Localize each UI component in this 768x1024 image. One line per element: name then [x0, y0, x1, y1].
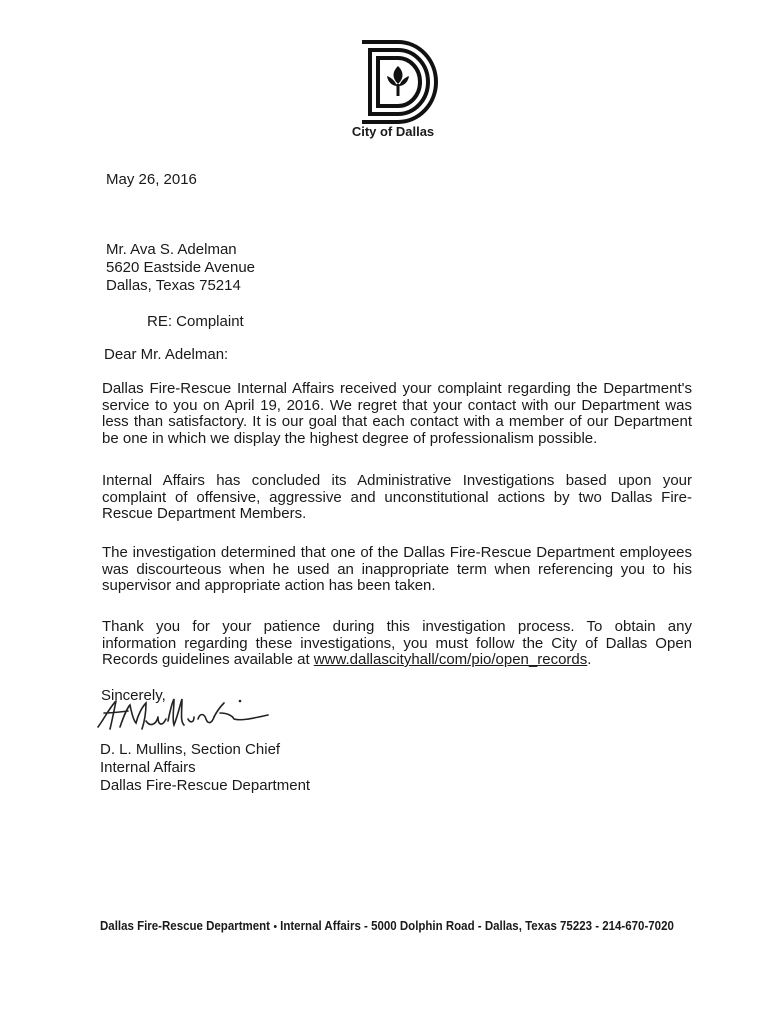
paragraph-line: less than satisfactory. It is our goal that each contact with a member of our Department — [102, 413, 692, 430]
footer-department: Dallas Fire-Rescue Department — [100, 919, 271, 933]
signer-unit: Internal Affairs — [100, 759, 196, 776]
handwritten-signature-icon — [90, 693, 290, 737]
records-text: Records guidelines available at — [102, 651, 314, 668]
paragraph-line: complaint of offensive, aggressive and unconstitutional actions by two Dallas Fire- — [102, 488, 692, 506]
paragraph-4 — [102, 619, 692, 669]
paragraph-1 — [102, 381, 692, 447]
city-of-dallas-logo-icon — [358, 38, 438, 126]
paragraph-line: service to you on April 19, 2016. We regret that your contact with our Department was — [102, 396, 692, 414]
recipient-street: 5620 Eastside Avenue — [106, 259, 256, 276]
recipient-address — [106, 241, 255, 295]
paragraph-line: be one in which we display the highest degree of professionalism possible. — [102, 429, 598, 447]
paragraph-line: The investigation determined that one of the Dallas Fire-Rescue Department employees — [102, 544, 692, 561]
recipient-city: Dallas, Texas 75214 — [106, 277, 241, 294]
signature-block — [100, 741, 310, 795]
footer-address — [100, 919, 674, 933]
paragraph-line — [102, 652, 692, 669]
paragraph-line: was discourteous when he used an inappropriate term when referencing you to his — [102, 560, 692, 578]
closing: Sincerely, — [101, 687, 166, 704]
period: . — [587, 651, 592, 668]
org-name: City of Dallas — [351, 124, 435, 139]
paragraph-line: Thank you for your patience during this investigation process. To obtain any — [102, 618, 692, 635]
footer-contact: Internal Affairs - 5000 Dolphin Road - Dallas, Texas 75223 - 214-670-7020 — [280, 919, 674, 933]
paragraph-3 — [102, 545, 692, 595]
letter-date: May 26, 2016 — [106, 171, 197, 188]
salutation: Dear Mr. Adelman: — [104, 346, 229, 363]
paragraph-line: Dallas Fire-Rescue Internal Affairs received your complaint regarding the Department's — [102, 380, 692, 397]
signer-name-title: D. L. Mullins, Section Chief — [100, 741, 281, 758]
paragraph-2 — [102, 473, 692, 523]
paragraph-line: information regarding these investigations, you must follow the City of Dallas Open — [102, 634, 692, 652]
signer-department: Dallas Fire-Rescue Department — [100, 777, 311, 794]
paragraph-line: supervisor and appropriate action has been taken. — [102, 577, 436, 594]
paragraph-line: Rescue Department Members. — [102, 505, 307, 522]
bullet-icon — [274, 925, 277, 928]
re-line: RE: Complaint — [147, 313, 244, 330]
open-records-link[interactable]: www.dallascityhall/com/pio/open_records — [313, 651, 588, 668]
recipient-name: Mr. Ava S. Adelman — [106, 241, 237, 258]
paragraph-line: Internal Affairs has concluded its Administrative Investigations based upon your — [102, 472, 692, 489]
